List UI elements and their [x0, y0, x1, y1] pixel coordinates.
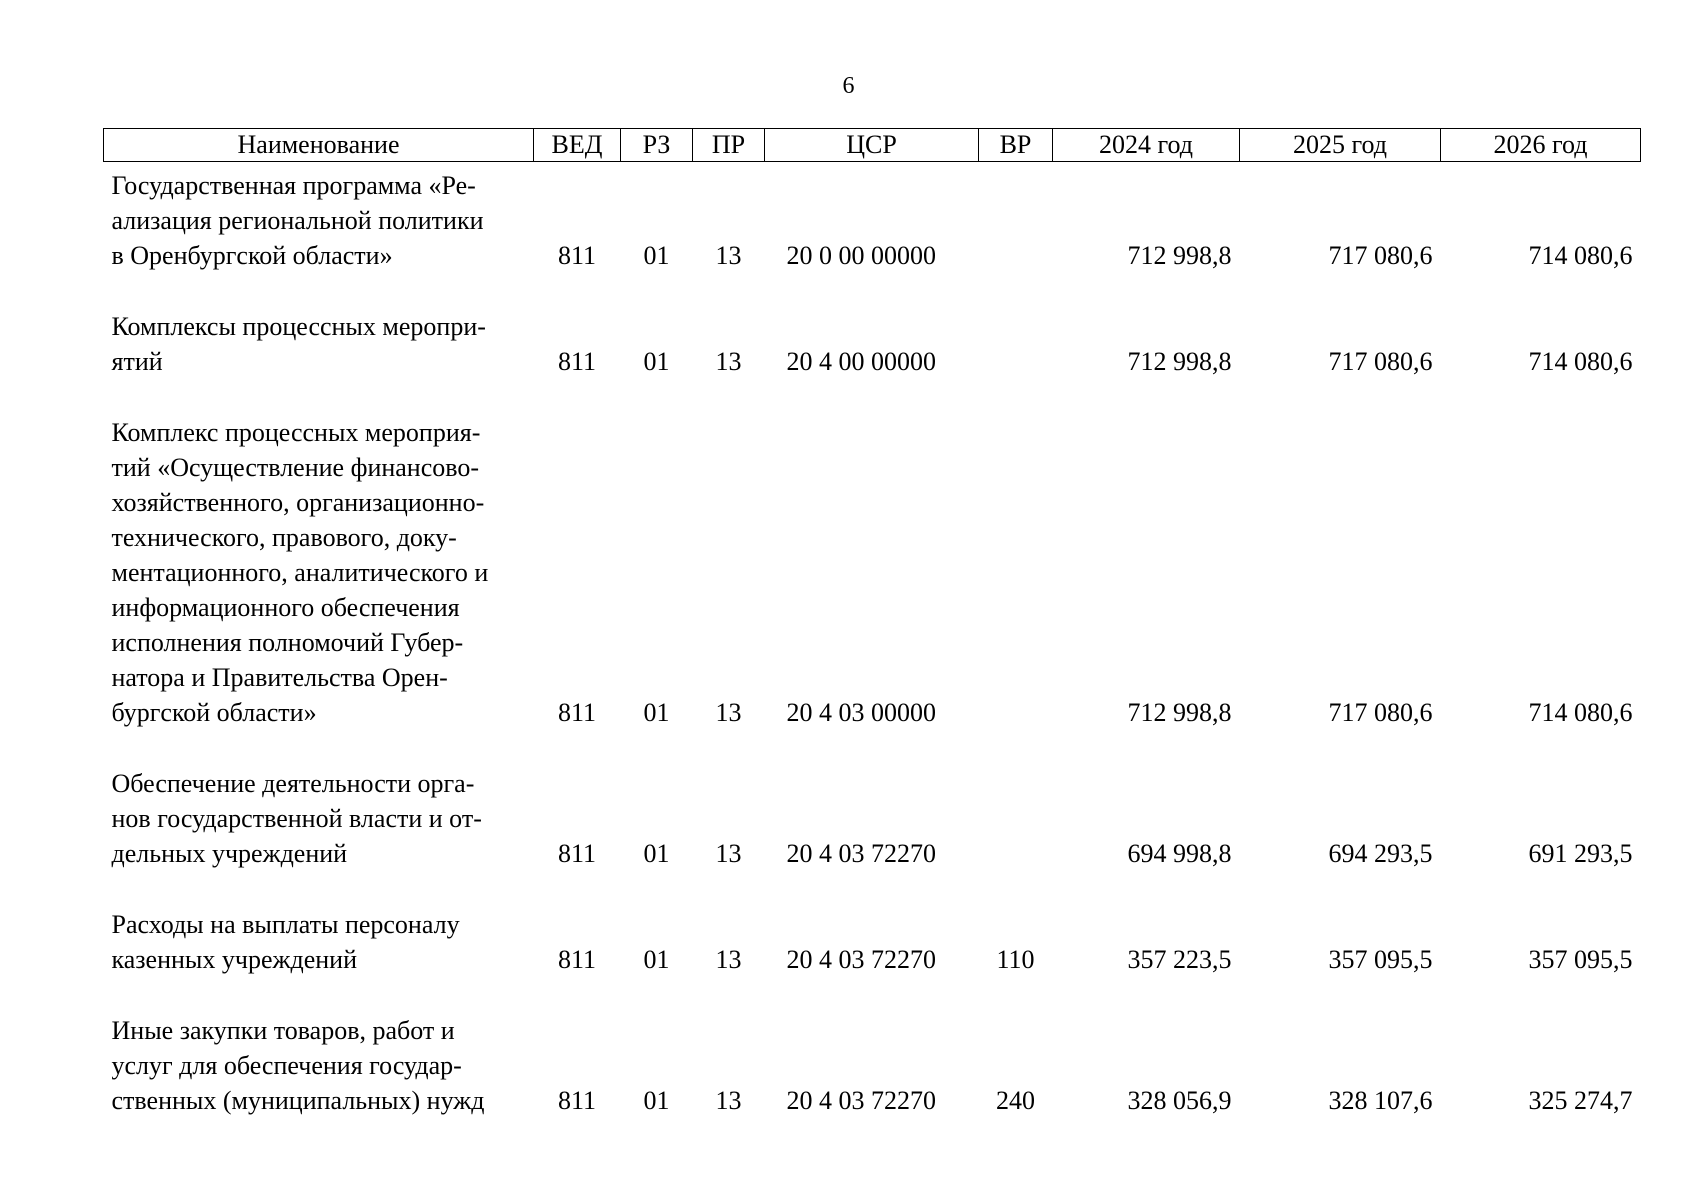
- row-name-line: бургской области»: [111, 698, 317, 727]
- header-2025: 2025 год: [1240, 129, 1441, 162]
- row-value-2026: 357 095,5: [1528, 945, 1633, 974]
- row-name-line: казенных учреждений: [111, 945, 357, 974]
- row-name-line: Комплекс процессных мероприя-: [111, 418, 481, 447]
- row-pr: 13: [715, 945, 742, 974]
- row-pr: 13: [715, 1086, 742, 1115]
- row-name: [104, 766, 534, 871]
- row-name-line: услуг для обеспечения государ-: [111, 1051, 462, 1080]
- row-ved: 811: [557, 241, 597, 270]
- row-spacer-cell: [104, 977, 1641, 1013]
- row-value-2025: 717 080,6: [1328, 347, 1433, 376]
- row-name-line: Расходы на выплаты персоналу: [111, 910, 460, 939]
- row-csr: 20 4 03 72270: [786, 839, 936, 868]
- row-name: [104, 162, 534, 274]
- row-vr: [979, 309, 1053, 379]
- table-row: [104, 162, 1641, 274]
- row-value-2024: 328 056,9: [1127, 1086, 1232, 1115]
- row-name-line: Комплексы процессных меропри-: [111, 312, 486, 341]
- row-value-2026: 714 080,6: [1528, 241, 1633, 270]
- row-name: [104, 1013, 534, 1118]
- header-name: Наименование: [104, 129, 534, 162]
- row-ved: 811: [557, 347, 597, 376]
- header-vr: ВР: [979, 129, 1053, 162]
- row-name-line: в Оренбургской области»: [111, 241, 393, 270]
- row-name-line: исполнения полномочий Губер-: [111, 628, 464, 657]
- row-spacer: [104, 730, 1641, 766]
- row-pr: 13: [715, 698, 742, 727]
- row-csr: 20 4 00 00000: [786, 347, 936, 376]
- row-vr: 110: [996, 945, 1035, 974]
- row-value-2024: 712 998,8: [1127, 347, 1232, 376]
- row-value-2025: 717 080,6: [1328, 241, 1433, 270]
- row-ved: 811: [557, 698, 597, 727]
- row-ved: 811: [557, 945, 597, 974]
- page-number: 6: [842, 73, 855, 99]
- row-value-2024: 694 998,8: [1127, 839, 1232, 868]
- row-name-line: Обеспечение деятельности орга-: [111, 769, 475, 798]
- row-csr: 20 4 03 00000: [786, 698, 936, 727]
- row-spacer: [104, 871, 1641, 907]
- row-rz: 01: [643, 1086, 670, 1115]
- row-value-2024: 357 223,5: [1127, 945, 1232, 974]
- row-vr: [979, 766, 1053, 871]
- row-spacer: [104, 379, 1641, 415]
- row-pr: 13: [715, 839, 742, 868]
- row-csr: 20 0 00 00000: [786, 241, 936, 270]
- table-row: [104, 1013, 1641, 1118]
- table-row: [104, 766, 1641, 871]
- row-name-line: ализация региональной политики: [111, 206, 484, 235]
- row-pr: 13: [715, 241, 742, 270]
- row-vr: 240: [996, 1086, 1035, 1115]
- row-name-line: тий «Осуществление финансово-: [111, 453, 480, 482]
- row-name-line: технического, правового, доку-: [111, 523, 457, 552]
- row-spacer-cell: [104, 730, 1641, 766]
- header-csr: ЦСР: [765, 129, 979, 162]
- row-name-line: хозяйственного, организационно-: [111, 488, 485, 517]
- row-csr: 20 4 03 72270: [786, 945, 936, 974]
- row-csr: 20 4 03 72270: [786, 1086, 936, 1115]
- row-name-line: Иные закупки товаров, работ и: [111, 1016, 455, 1045]
- row-name-line: ментационного, аналитического и: [111, 558, 489, 587]
- row-name: [104, 907, 534, 977]
- row-rz: 01: [643, 698, 670, 727]
- header-pr: ПР: [693, 129, 765, 162]
- row-value-2026: 325 274,7: [1528, 1086, 1633, 1115]
- row-value-2025: 357 095,5: [1328, 945, 1433, 974]
- header-2026: 2026 год: [1441, 129, 1641, 162]
- budget-table: [103, 128, 1641, 1118]
- table-row: [104, 415, 1641, 730]
- row-spacer-cell: [104, 273, 1641, 309]
- table-header: [104, 129, 1641, 162]
- row-name: [104, 309, 534, 379]
- row-spacer-cell: [104, 871, 1641, 907]
- row-value-2024: 712 998,8: [1127, 698, 1232, 727]
- row-name-line: нов государственной власти и от-: [111, 804, 482, 833]
- row-value-2025: 694 293,5: [1328, 839, 1433, 868]
- row-value-2026: 691 293,5: [1528, 839, 1633, 868]
- row-value-2026: 714 080,6: [1528, 698, 1633, 727]
- row-name-line: ятий: [111, 347, 163, 376]
- header-rz: РЗ: [621, 129, 693, 162]
- table-row: [104, 907, 1641, 977]
- row-value-2026: 714 080,6: [1528, 347, 1633, 376]
- table-body: [104, 162, 1641, 1119]
- row-ved: 811: [557, 839, 597, 868]
- row-rz: 01: [643, 347, 670, 376]
- table-row: [104, 309, 1641, 379]
- row-ved: 811: [557, 1086, 597, 1115]
- row-value-2025: 717 080,6: [1328, 698, 1433, 727]
- row-vr: [979, 162, 1053, 274]
- row-name-line: дельных учреждений: [111, 839, 348, 868]
- row-name-line: информационного обеспечения: [111, 593, 460, 622]
- row-vr: [979, 415, 1053, 730]
- row-name-line: ственных (муниципальных) нужд: [111, 1086, 485, 1115]
- row-spacer: [104, 273, 1641, 309]
- row-rz: 01: [643, 241, 670, 270]
- row-name-line: натора и Правительства Орен-: [111, 663, 448, 692]
- row-rz: 01: [643, 945, 670, 974]
- row-value-2024: 712 998,8: [1127, 241, 1232, 270]
- row-spacer-cell: [104, 379, 1641, 415]
- row-rz: 01: [643, 839, 670, 868]
- row-spacer: [104, 977, 1641, 1013]
- row-pr: 13: [715, 347, 742, 376]
- row-value-2025: 328 107,6: [1328, 1086, 1433, 1115]
- row-name: [104, 415, 534, 730]
- header-ved: ВЕД: [534, 129, 621, 162]
- row-name-line: Государственная программа «Ре-: [111, 171, 476, 200]
- header-2024: 2024 год: [1053, 129, 1240, 162]
